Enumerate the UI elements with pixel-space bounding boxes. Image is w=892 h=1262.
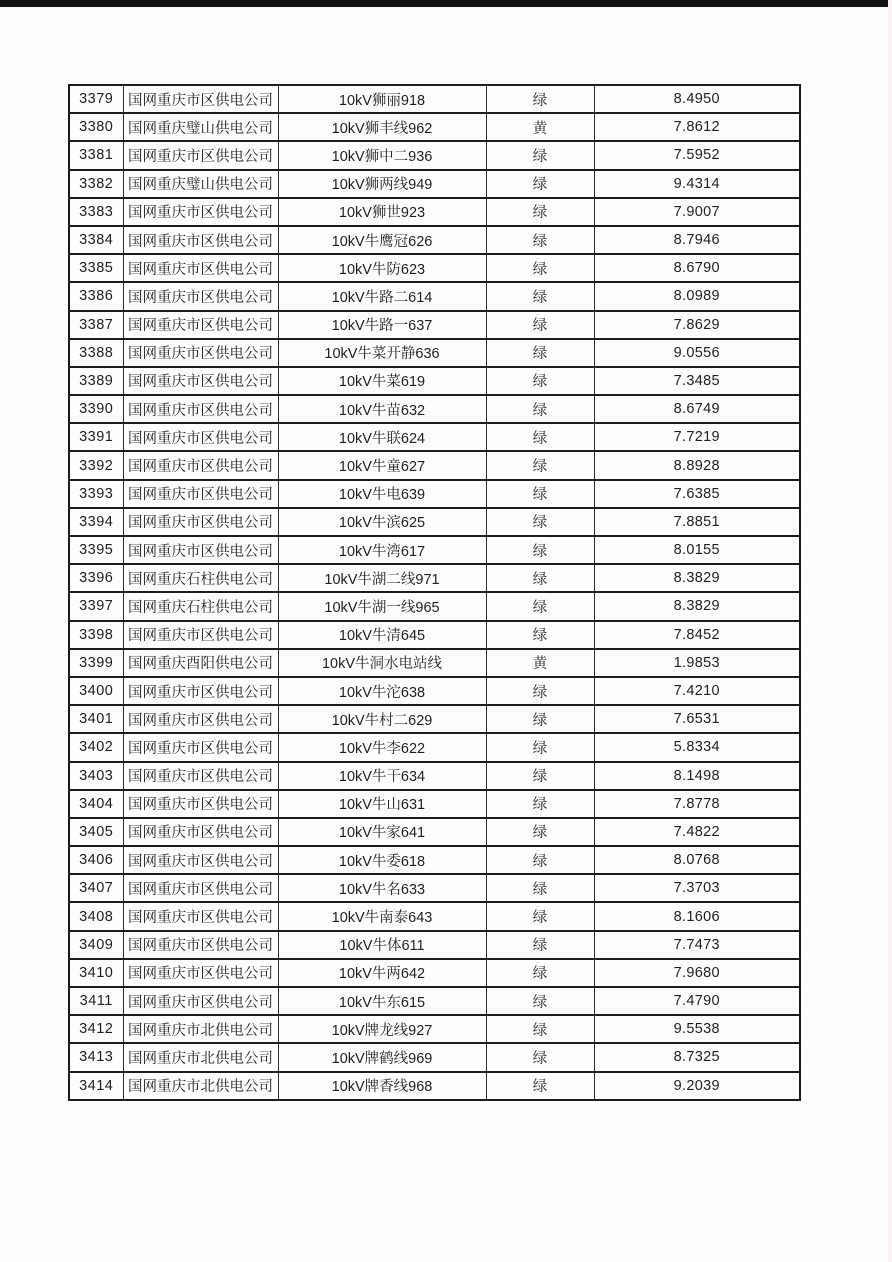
cell-line-name: 10kV牛山631 [278,790,486,818]
table-row [69,677,800,705]
cell-company-name: 国网重庆石柱供电公司 [123,592,278,620]
cell-line-name: 10kV牌龙线927 [278,1015,486,1043]
cell-status-color: 绿 [486,846,594,874]
cell-line-name: 10kV牛湖一线965 [278,592,486,620]
cell-company-name: 国网重庆市区供电公司 [123,339,278,367]
cell-status-color: 绿 [486,254,594,282]
cell-company-name: 国网重庆市区供电公司 [123,762,278,790]
cell-row-number: 3390 [69,395,123,423]
cell-metric-value: 5.8334 [594,733,800,761]
cell-company-name: 国网重庆市区供电公司 [123,874,278,902]
cell-row-number: 3387 [69,311,123,339]
cell-metric-value: 7.8778 [594,790,800,818]
cell-metric-value: 8.4950 [594,85,800,113]
cell-line-name: 10kV牛湾617 [278,536,486,564]
cell-company-name: 国网重庆市区供电公司 [123,987,278,1015]
cell-company-name: 国网重庆市区供电公司 [123,818,278,846]
table-row [69,592,800,620]
table-row [69,987,800,1015]
table-row [69,311,800,339]
table-row [69,649,800,677]
table-row [69,508,800,536]
cell-metric-value: 7.3485 [594,367,800,395]
cell-status-color: 绿 [486,1015,594,1043]
cell-status-color: 绿 [486,1072,594,1100]
cell-status-color: 绿 [486,141,594,169]
cell-metric-value: 7.7219 [594,423,800,451]
cell-company-name: 国网重庆市区供电公司 [123,902,278,930]
cell-line-name: 10kV牛鹰冠626 [278,226,486,254]
power-line-table [68,84,801,1101]
cell-metric-value: 8.0155 [594,536,800,564]
table-row [69,113,800,141]
cell-status-color: 绿 [486,282,594,310]
cell-row-number: 3385 [69,254,123,282]
cell-company-name: 国网重庆酉阳供电公司 [123,649,278,677]
cell-metric-value: 8.0989 [594,282,800,310]
cell-status-color: 绿 [486,1043,594,1071]
scan-edge-tint [888,0,892,1262]
cell-status-color: 绿 [486,931,594,959]
cell-row-number: 3383 [69,198,123,226]
cell-status-color: 绿 [486,874,594,902]
cell-row-number: 3394 [69,508,123,536]
cell-line-name: 10kV牌鹤线969 [278,1043,486,1071]
cell-metric-value: 7.8851 [594,508,800,536]
cell-line-name: 10kV牛干634 [278,762,486,790]
cell-metric-value: 8.7325 [594,1043,800,1071]
table-row [69,1015,800,1043]
cell-line-name: 10kV牛洞水电站线 [278,649,486,677]
document-page [68,84,801,1101]
cell-line-name: 10kV牛电639 [278,480,486,508]
cell-status-color: 黄 [486,649,594,677]
cell-metric-value: 7.9680 [594,959,800,987]
cell-row-number: 3388 [69,339,123,367]
cell-status-color: 绿 [486,790,594,818]
cell-row-number: 3392 [69,451,123,479]
table-row [69,959,800,987]
table-row [69,874,800,902]
cell-line-name: 10kV牛沱638 [278,677,486,705]
cell-status-color: 绿 [486,592,594,620]
cell-row-number: 3406 [69,846,123,874]
table-row [69,254,800,282]
cell-status-color: 绿 [486,367,594,395]
cell-status-color: 绿 [486,170,594,198]
cell-metric-value: 7.4210 [594,677,800,705]
cell-row-number: 3398 [69,621,123,649]
cell-status-color: 绿 [486,339,594,367]
table-row [69,564,800,592]
table-row [69,282,800,310]
cell-status-color: 绿 [486,705,594,733]
table-row [69,451,800,479]
cell-status-color: 绿 [486,733,594,761]
cell-row-number: 3391 [69,423,123,451]
cell-status-color: 绿 [486,621,594,649]
cell-status-color: 绿 [486,564,594,592]
cell-status-color: 绿 [486,987,594,1015]
cell-row-number: 3413 [69,1043,123,1071]
cell-metric-value: 7.8452 [594,621,800,649]
table-row [69,395,800,423]
table-row [69,198,800,226]
cell-company-name: 国网重庆市区供电公司 [123,677,278,705]
cell-company-name: 国网重庆市区供电公司 [123,395,278,423]
cell-status-color: 绿 [486,198,594,226]
cell-line-name: 10kV牛滨625 [278,508,486,536]
cell-row-number: 3411 [69,987,123,1015]
cell-row-number: 3403 [69,762,123,790]
cell-metric-value: 7.4822 [594,818,800,846]
cell-company-name: 国网重庆市区供电公司 [123,254,278,282]
cell-metric-value: 7.5952 [594,141,800,169]
cell-metric-value: 8.0768 [594,846,800,874]
cell-status-color: 绿 [486,902,594,930]
cell-company-name: 国网重庆市北供电公司 [123,1015,278,1043]
cell-line-name: 10kV狮中二936 [278,141,486,169]
cell-company-name: 国网重庆市北供电公司 [123,1072,278,1100]
cell-status-color: 绿 [486,480,594,508]
cell-line-name: 10kV牛路一637 [278,311,486,339]
cell-company-name: 国网重庆市区供电公司 [123,846,278,874]
cell-line-name: 10kV牛苗632 [278,395,486,423]
cell-metric-value: 8.6749 [594,395,800,423]
table-row [69,1072,800,1100]
cell-company-name: 国网重庆市区供电公司 [123,423,278,451]
cell-row-number: 3386 [69,282,123,310]
cell-company-name: 国网重庆石柱供电公司 [123,564,278,592]
cell-row-number: 3402 [69,733,123,761]
table-body [69,85,800,1100]
cell-line-name: 10kV牛委618 [278,846,486,874]
cell-status-color: 绿 [486,395,594,423]
cell-row-number: 3399 [69,649,123,677]
cell-line-name: 10kV狮丰线962 [278,113,486,141]
cell-line-name: 10kV牛名633 [278,874,486,902]
table-row [69,226,800,254]
cell-company-name: 国网重庆市区供电公司 [123,282,278,310]
cell-metric-value: 8.6790 [594,254,800,282]
cell-status-color: 绿 [486,959,594,987]
cell-status-color: 绿 [486,762,594,790]
cell-row-number: 3395 [69,536,123,564]
cell-metric-value: 7.6531 [594,705,800,733]
cell-line-name: 10kV牛两642 [278,959,486,987]
cell-line-name: 10kV牛路二614 [278,282,486,310]
cell-line-name: 10kV牛家641 [278,818,486,846]
cell-status-color: 绿 [486,423,594,451]
cell-row-number: 3393 [69,480,123,508]
cell-metric-value: 7.9007 [594,198,800,226]
table-row [69,170,800,198]
cell-line-name: 10kV狮世923 [278,198,486,226]
table-row [69,705,800,733]
cell-row-number: 3412 [69,1015,123,1043]
cell-status-color: 绿 [486,508,594,536]
cell-row-number: 3379 [69,85,123,113]
cell-metric-value: 8.7946 [594,226,800,254]
table-row [69,790,800,818]
table-row [69,367,800,395]
top-scan-bar [0,0,888,7]
cell-company-name: 国网重庆市区供电公司 [123,367,278,395]
cell-row-number: 3414 [69,1072,123,1100]
cell-metric-value: 9.4314 [594,170,800,198]
table-row [69,733,800,761]
table-row [69,931,800,959]
cell-line-name: 10kV牛村二629 [278,705,486,733]
table-row [69,85,800,113]
cell-row-number: 3389 [69,367,123,395]
cell-metric-value: 7.6385 [594,480,800,508]
cell-row-number: 3396 [69,564,123,592]
cell-row-number: 3407 [69,874,123,902]
cell-line-name: 10kV牛南泰643 [278,902,486,930]
cell-line-name: 10kV牛防623 [278,254,486,282]
cell-company-name: 国网重庆市区供电公司 [123,451,278,479]
cell-metric-value: 8.1498 [594,762,800,790]
cell-row-number: 3381 [69,141,123,169]
cell-line-name: 10kV狮丽918 [278,85,486,113]
table-row [69,846,800,874]
cell-metric-value: 7.7473 [594,931,800,959]
cell-metric-value: 8.3829 [594,564,800,592]
cell-company-name: 国网重庆市区供电公司 [123,733,278,761]
table-row [69,141,800,169]
cell-line-name: 10kV狮两线949 [278,170,486,198]
cell-metric-value: 9.5538 [594,1015,800,1043]
table-row [69,480,800,508]
cell-row-number: 3404 [69,790,123,818]
cell-company-name: 国网重庆璧山供电公司 [123,170,278,198]
cell-status-color: 黄 [486,113,594,141]
cell-status-color: 绿 [486,451,594,479]
cell-status-color: 绿 [486,677,594,705]
cell-row-number: 3405 [69,818,123,846]
cell-company-name: 国网重庆市区供电公司 [123,536,278,564]
cell-line-name: 10kV牛东615 [278,987,486,1015]
table-row [69,339,800,367]
cell-line-name: 10kV牛菜开静636 [278,339,486,367]
table-row [69,818,800,846]
cell-line-name: 10kV牛童627 [278,451,486,479]
cell-row-number: 3384 [69,226,123,254]
cell-row-number: 3382 [69,170,123,198]
cell-row-number: 3409 [69,931,123,959]
cell-row-number: 3380 [69,113,123,141]
cell-company-name: 国网重庆市区供电公司 [123,790,278,818]
cell-company-name: 国网重庆市区供电公司 [123,226,278,254]
cell-line-name: 10kV牛湖二线971 [278,564,486,592]
cell-row-number: 3410 [69,959,123,987]
cell-metric-value: 7.3703 [594,874,800,902]
cell-company-name: 国网重庆市北供电公司 [123,1043,278,1071]
cell-metric-value: 1.9853 [594,649,800,677]
cell-company-name: 国网重庆市区供电公司 [123,480,278,508]
cell-row-number: 3400 [69,677,123,705]
cell-metric-value: 7.8629 [594,311,800,339]
cell-metric-value: 8.3829 [594,592,800,620]
cell-line-name: 10kV牛联624 [278,423,486,451]
cell-company-name: 国网重庆市区供电公司 [123,85,278,113]
cell-metric-value: 7.4790 [594,987,800,1015]
table-row [69,762,800,790]
table-row [69,536,800,564]
cell-company-name: 国网重庆市区供电公司 [123,931,278,959]
cell-company-name: 国网重庆市区供电公司 [123,621,278,649]
table-row [69,423,800,451]
cell-status-color: 绿 [486,85,594,113]
cell-company-name: 国网重庆璧山供电公司 [123,113,278,141]
cell-line-name: 10kV牛体611 [278,931,486,959]
cell-line-name: 10kV牛清645 [278,621,486,649]
cell-company-name: 国网重庆市区供电公司 [123,705,278,733]
cell-company-name: 国网重庆市区供电公司 [123,198,278,226]
cell-line-name: 10kV牌香线968 [278,1072,486,1100]
table-row [69,1043,800,1071]
cell-status-color: 绿 [486,536,594,564]
cell-metric-value: 9.2039 [594,1072,800,1100]
cell-company-name: 国网重庆市区供电公司 [123,141,278,169]
cell-row-number: 3408 [69,902,123,930]
table-row [69,621,800,649]
cell-metric-value: 9.0556 [594,339,800,367]
cell-status-color: 绿 [486,226,594,254]
cell-row-number: 3397 [69,592,123,620]
table-row [69,902,800,930]
cell-metric-value: 7.8612 [594,113,800,141]
cell-status-color: 绿 [486,311,594,339]
cell-line-name: 10kV牛菜619 [278,367,486,395]
cell-company-name: 国网重庆市区供电公司 [123,508,278,536]
cell-status-color: 绿 [486,818,594,846]
cell-line-name: 10kV牛李622 [278,733,486,761]
cell-company-name: 国网重庆市区供电公司 [123,959,278,987]
cell-row-number: 3401 [69,705,123,733]
cell-metric-value: 8.1606 [594,902,800,930]
cell-metric-value: 8.8928 [594,451,800,479]
cell-company-name: 国网重庆市区供电公司 [123,311,278,339]
